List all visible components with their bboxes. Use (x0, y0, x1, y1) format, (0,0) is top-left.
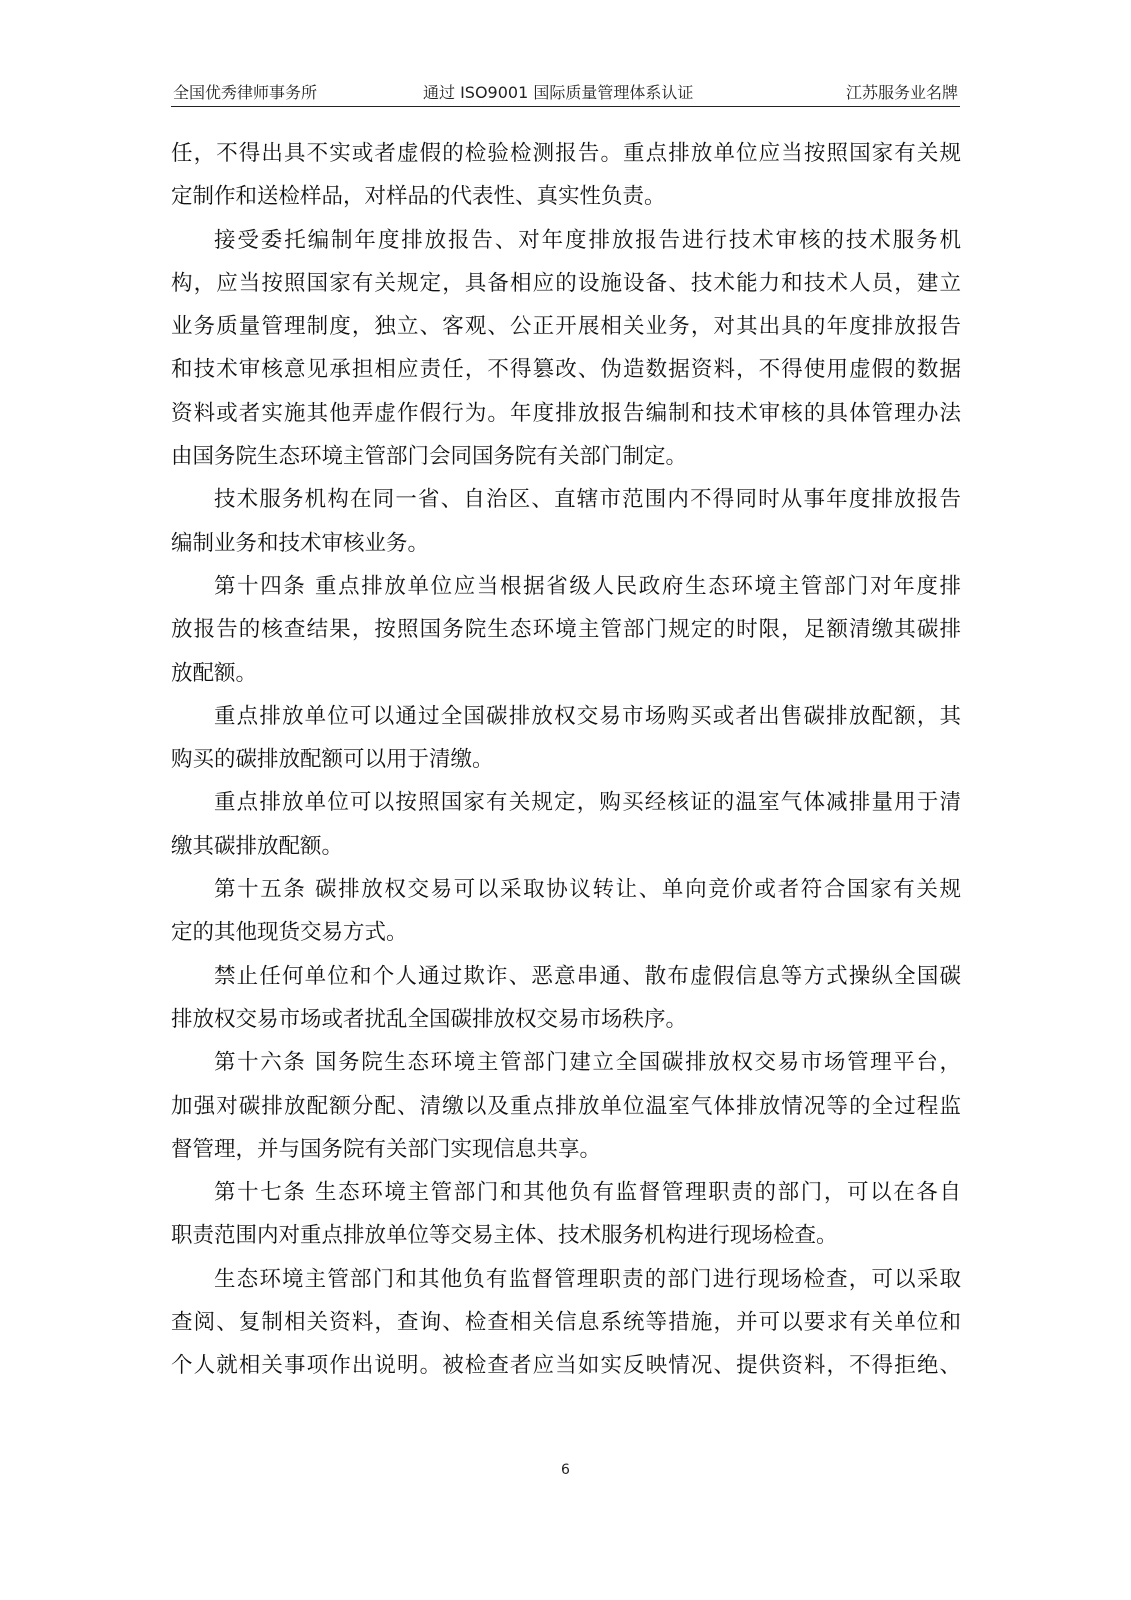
text-line: 购买的碳排放配额可以用于清缴。 (171, 747, 494, 773)
text-line: 生态环境主管部门和其他负有监督管理职责的部门进行现场检查，可以采取 (214, 1266, 961, 1292)
text-line: 放报告的核查结果，按照国务院生态环境主管部门规定的时限，足额清缴其碳排 (171, 617, 961, 643)
text-line: 第十四条 重点排放单位应当根据省级人民政府生态环境主管部门对年度排 (214, 573, 961, 599)
text-line: 查阅、复制相关资料，查询、检查相关信息系统等措施，并可以要求有关单位和 (171, 1310, 961, 1336)
text-line: 放配额。 (171, 660, 258, 686)
text-line: 缴其碳排放配额。 (171, 833, 344, 859)
text-line: 业务质量管理制度，独立、客观、公正开展相关业务，对其出具的年度排放报告 (171, 314, 961, 340)
text-line: 重点排放单位可以按照国家有关规定，购买经核证的温室气体减排量用于清 (214, 790, 961, 816)
text-line: 职责范围内对重点排放单位等交易主体、技术服务机构进行现场检查。 (171, 1223, 838, 1249)
text-line: 技术服务机构在同一省、自治区、直辖市范围内不得同时从事年度排放报告 (214, 487, 961, 513)
text-line: 任，不得出具不实或者虚假的检验检测报告。重点排放单位应当按照国家有关规 (171, 141, 961, 166)
text-line: 定的其他现货交易方式。 (171, 920, 408, 946)
document-body (171, 132, 961, 1388)
text-line: 构，应当按照国家有关规定，具备相应的设施设备、技术能力和技术人员，建立 (171, 270, 961, 296)
text-line: 和技术审核意见承担相应责任，不得篡改、伪造数据资料，不得使用虚假的数据 (171, 357, 961, 383)
text-line: 督管理，并与国务院有关部门实现信息共享。 (171, 1136, 602, 1162)
header-center-text: 通过 ISO9001 国际质量管理体系认证 (423, 83, 694, 102)
page-number: 6 (561, 1462, 570, 1478)
text-line: 第十六条 国务院生态环境主管部门建立全国碳排放权交易市场管理平台， (214, 1050, 961, 1076)
text-line: 第十五条 碳排放权交易可以采取协议转让、单向竞价或者符合国家有关规 (214, 877, 961, 903)
text-line: 资料或者实施其他弄虚作假行为。年度排放报告编制和技术审核的具体管理办法 (171, 400, 961, 426)
text-line: 由国务院生态环境主管部门会同国务院有关部门制定。 (171, 444, 688, 470)
text-line: 编制业务和技术审核业务。 (171, 530, 430, 556)
text-line: 禁止任何单位和个人通过欺诈、恶意串通、散布虚假信息等方式操纵全国碳 (214, 963, 961, 989)
text-line: 加强对碳排放配额分配、清缴以及重点排放单位温室气体排放情况等的全过程监 (171, 1093, 961, 1119)
text-line: 第十七条 生态环境主管部门和其他负有监督管理职责的部门，可以在各自 (214, 1180, 961, 1206)
header-right-text: 江苏服务业名牌 (845, 83, 958, 102)
text-line: 重点排放单位可以通过全国碳排放权交易市场购买或者出售碳排放配额，其 (214, 703, 961, 729)
text-line: 接受委托编制年度排放报告、对年度排放报告进行技术审核的技术服务机 (214, 227, 961, 253)
header-left-text: 全国优秀律师事务所 (173, 83, 318, 102)
text-line: 排放权交易市场或者扰乱全国碳排放权交易市场秩序。 (171, 1006, 688, 1032)
page-header (171, 78, 960, 107)
text-line: 定制作和送检样品，对样品的代表性、真实性负责。 (171, 184, 666, 210)
text-line: 个人就相关事项作出说明。被检查者应当如实反映情况、提供资料，不得拒绝、 (171, 1353, 961, 1379)
